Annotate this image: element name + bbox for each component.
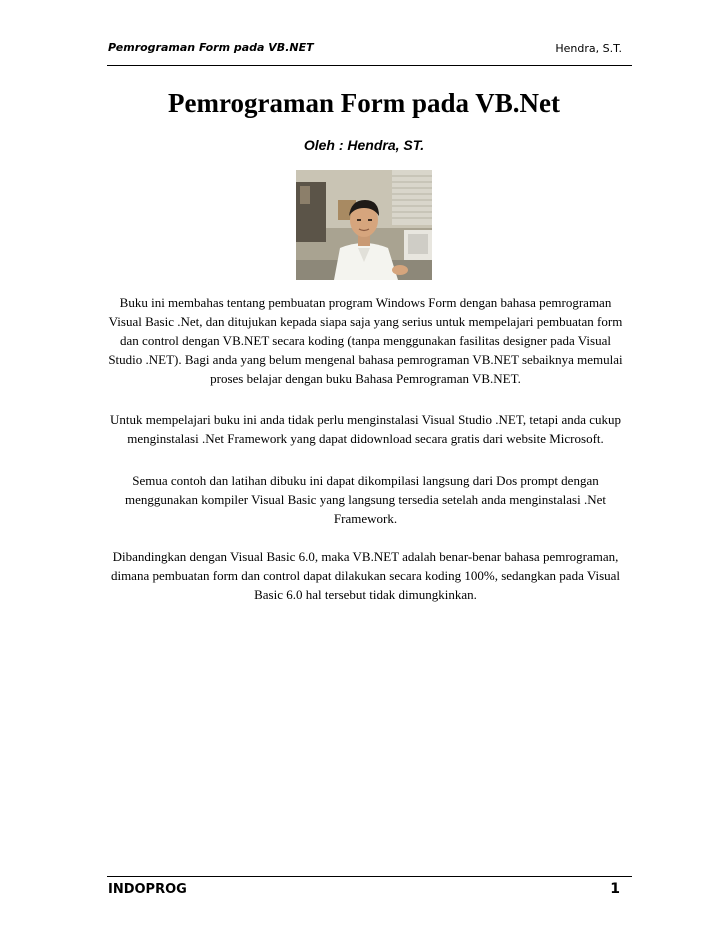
running-header-author: Hendra, S.T. <box>555 42 622 55</box>
footer-publisher: INDOPROG <box>108 882 187 897</box>
page-title: Pemrograman Form pada VB.Net <box>168 88 560 118</box>
paragraph-compilation: Semua contoh dan latihan dibuku ini dapat dikompilasi langsung dari Dos prompt dengan menggunakan kompiler Visual Basic yang langsung tersedia setelah anda menginstalasi .Net Framework. <box>125 473 606 526</box>
paragraph-comparison: Dibandingkan dengan Visual Basic 6.0, maka VB.NET adalah benar-benar bahasa pemrograman, dimana pembuatan form dan control dapat dilakukan secara koding 100%, sedangkan pada Visual Basic 6.0 hal tersebut tidak dimungkinkan. <box>110 549 621 602</box>
header-divider <box>107 65 632 66</box>
paragraph-requirements: Untuk mempelajari buku ini anda tidak perlu menginstalasi Visual Studio .NET, tetapi anda cukup menginstalasi .Net Framework yang dapat didownload secara gratis dari website Microsoft. <box>109 412 622 446</box>
author-line: Oleh : Hendra, ST. <box>303 137 425 153</box>
running-header-title: Pemrograman Form pada VB.NET <box>108 41 314 54</box>
paragraph-intro: Buku ini membahas tentang pembuatan program Windows Form dengan bahasa pemrograman Visual Basic .Net, dan ditujukan kepada siapa saja yang serius untuk mempelajari pembuatan form dan control dengan VB.NET secara koding (tanpa menggunakan fasilitas designer pada Visual Studio .NET). Bagi anda yang belum mengenal bahasa pemrograman VB.NET sebaiknya memulai proses belajar dengan buku Bahasa Pemrograman VB.NET. <box>108 295 623 386</box>
footer-divider <box>107 876 632 877</box>
page-number: 1 <box>610 881 620 897</box>
author-photo <box>296 170 432 280</box>
